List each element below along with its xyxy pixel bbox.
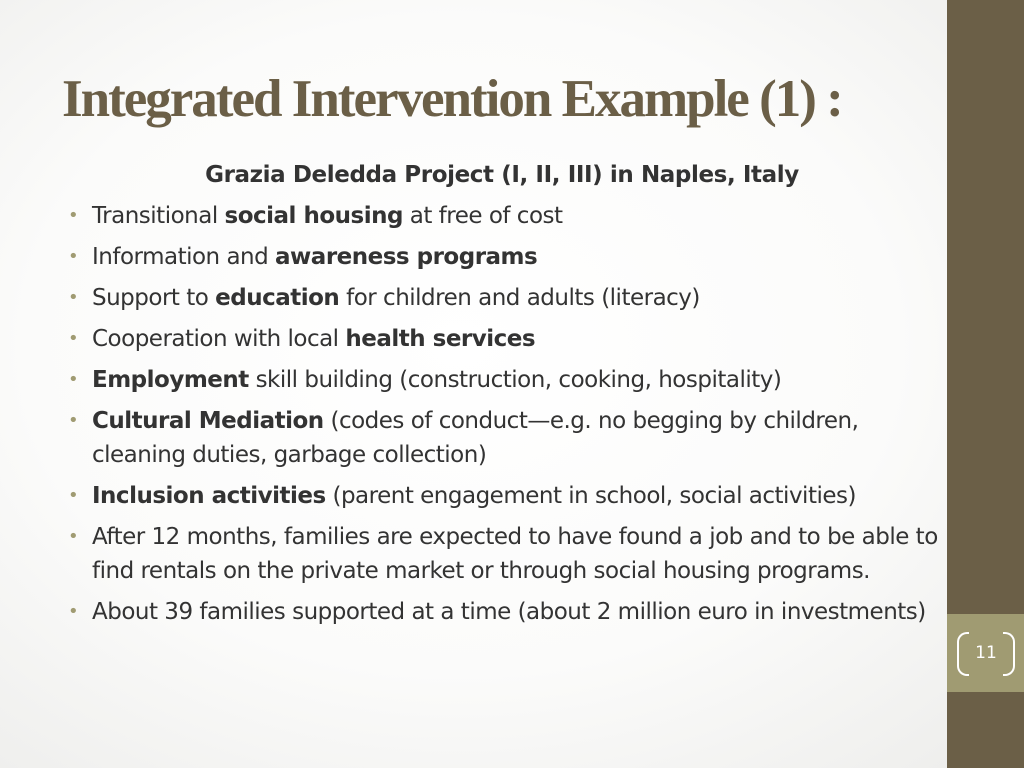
bullet-dot-icon: •	[68, 328, 79, 349]
bullet-dot-icon: •	[68, 369, 79, 390]
bullet-text: Information and	[92, 244, 276, 270]
left-bracket-icon	[957, 632, 969, 676]
bullet-text: (codes of conduct—e.g. no begging by children, cleaning duties, garbage collection)	[92, 408, 859, 468]
bullet-text: Transitional	[92, 203, 225, 229]
bullet-dot-icon: •	[68, 601, 79, 622]
page-number	[957, 632, 1015, 674]
bullet-text: About 39 families supported at a time (about 2 million euro in investments)	[92, 599, 926, 625]
bullet-emphasis: Inclusion activities	[92, 483, 326, 509]
bullet-item	[62, 199, 947, 233]
bullet-dot-icon: •	[68, 246, 79, 267]
bullet-dot-icon: •	[68, 287, 79, 308]
bullet-item	[62, 595, 947, 629]
bullet-item	[62, 520, 947, 588]
bullet-dot-icon: •	[68, 485, 79, 506]
bullet-text: After 12 months, families are expected to have found a job and to be able to find rentals on the private market or through social housing programs.	[92, 524, 938, 584]
bullet-emphasis: awareness programs	[275, 244, 538, 270]
bullet-dot-icon: •	[68, 526, 79, 547]
bullet-emphasis: education	[215, 285, 340, 311]
bullet-emphasis: social housing	[224, 203, 403, 229]
bullet-dot-icon: •	[68, 410, 79, 431]
bullet-text: for children and adults (literacy)	[339, 285, 700, 311]
bullet-item	[62, 281, 947, 315]
slide-title: Integrated Intervention Example (1) :	[62, 70, 842, 128]
bullet-item	[62, 363, 947, 397]
bullet-list	[62, 199, 947, 636]
right-bracket-icon	[1003, 632, 1015, 676]
bullet-text: at free of cost	[402, 203, 563, 229]
bullet-emphasis: Cultural Mediation	[92, 408, 324, 434]
bullet-dot-icon: •	[68, 205, 79, 226]
bullet-text: Cooperation with local	[92, 326, 346, 352]
bullet-text: (parent engagement in school, social activities)	[325, 483, 856, 509]
bullet-item	[62, 240, 947, 274]
bullet-emphasis: health services	[345, 326, 536, 352]
bullet-text: skill building (construction, cooking, hospitality)	[248, 367, 782, 393]
bullet-item	[62, 322, 947, 356]
bullet-text: Support to	[92, 285, 216, 311]
bullet-item	[62, 479, 947, 513]
bullet-item	[62, 404, 947, 472]
page-number-text: 11	[975, 643, 997, 663]
slide-subtitle: Grazia Deledda Project (I, II, III) in Naples, Italy	[205, 162, 799, 188]
bullet-emphasis: Employment	[92, 367, 249, 393]
